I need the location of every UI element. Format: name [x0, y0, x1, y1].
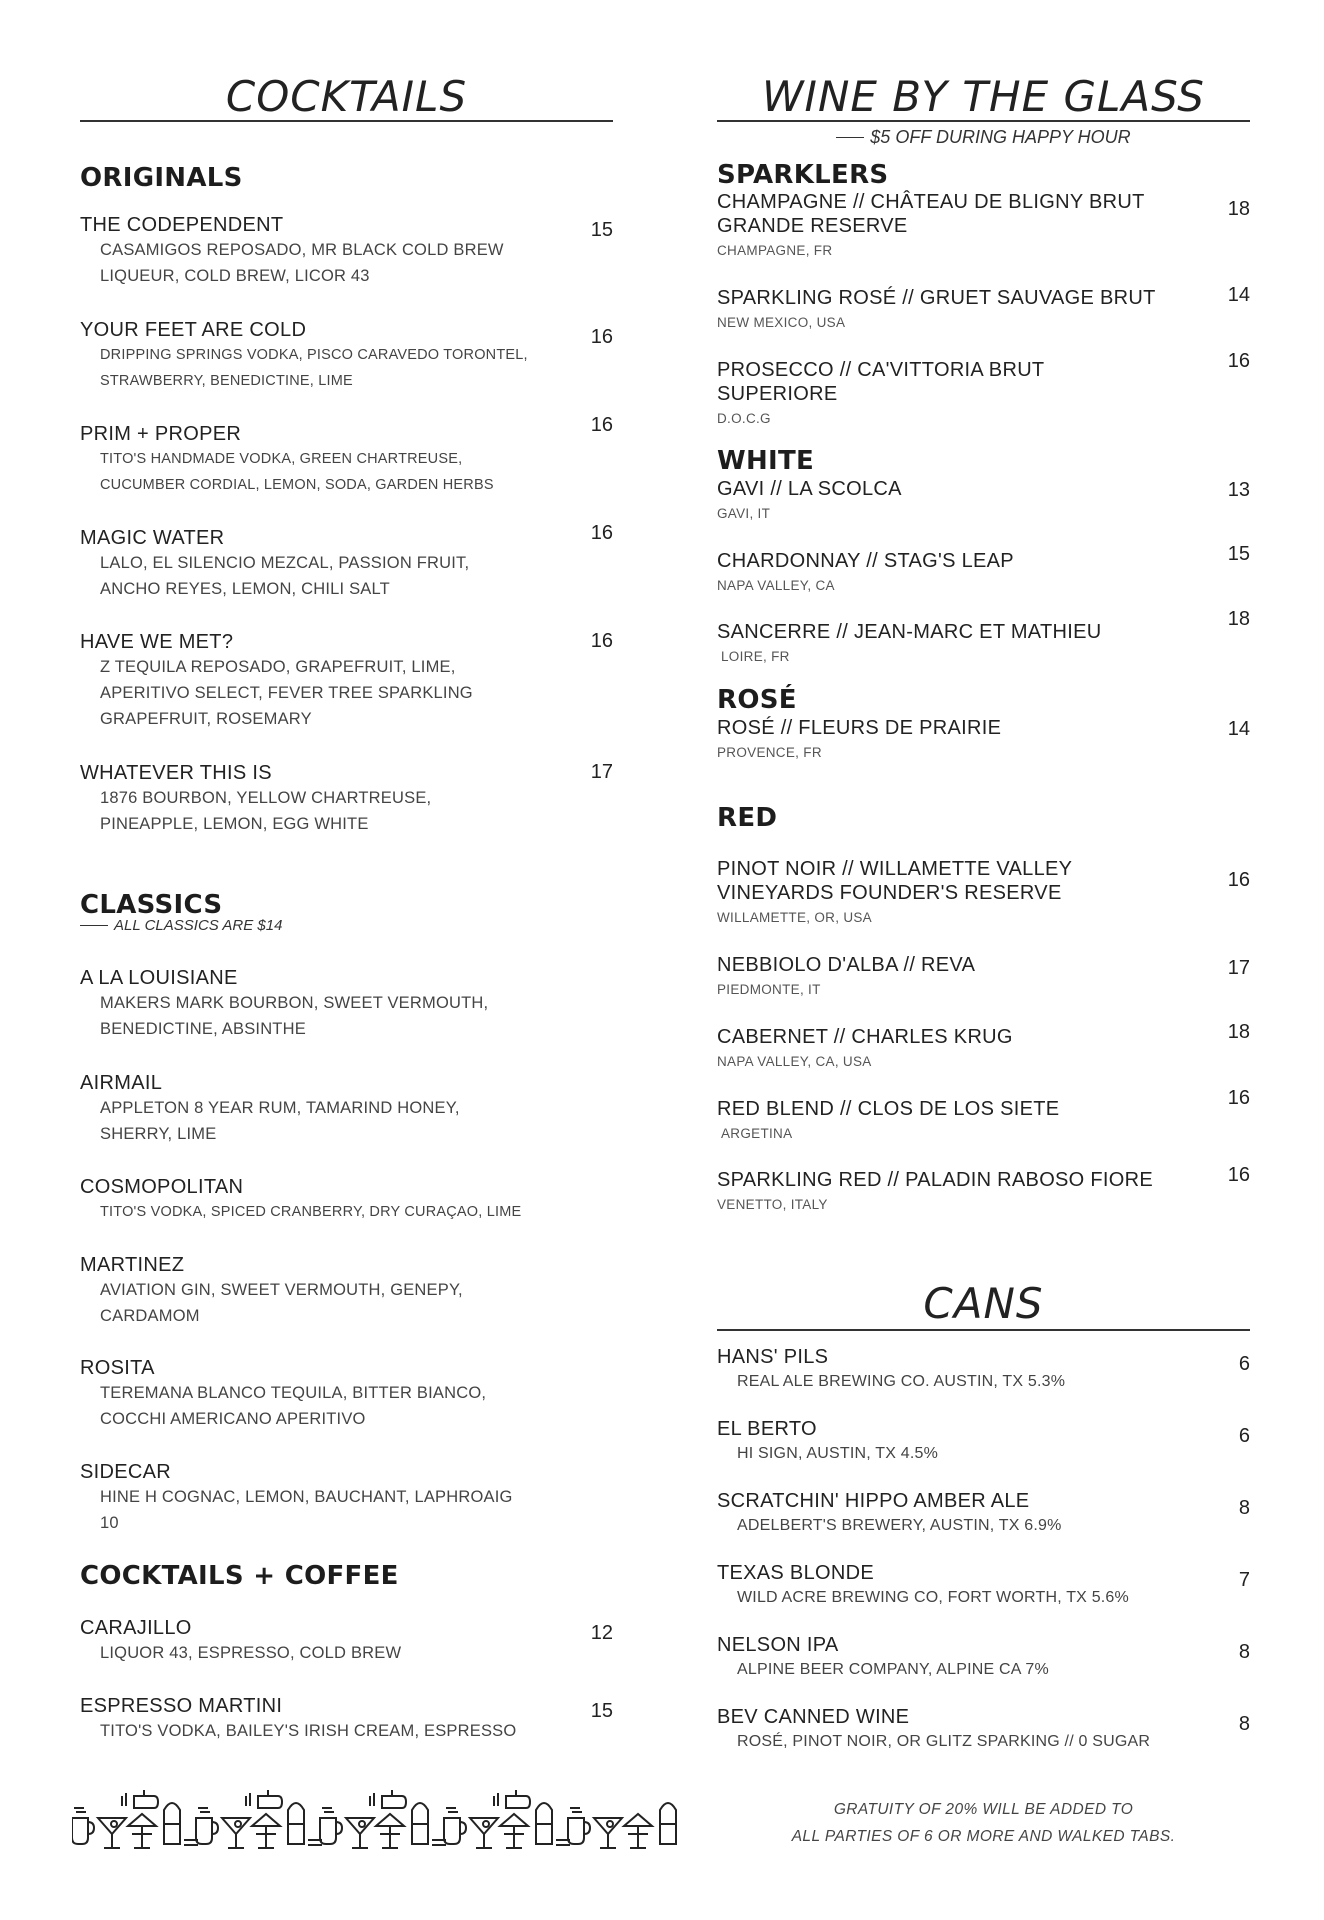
- classics-note: [80, 917, 613, 934]
- item-price: 6: [1238, 1353, 1250, 1375]
- can-item: [717, 1489, 1250, 1539]
- item-region: PROVENCE, FR: [717, 745, 822, 760]
- wine-item: [717, 1164, 1250, 1215]
- cocktails-title: COCKTAILS: [225, 72, 468, 121]
- item-description: HI SIGN, AUSTIN, TX 4.5%: [737, 1445, 939, 1462]
- can-item: [717, 1633, 1250, 1683]
- item-description: 1876 BOURBON, YELLOW CHARTREUSE, PINEAPPLE, LEMON, EGG WHITE: [100, 789, 432, 833]
- item-name: CARAJILLO: [80, 1617, 192, 1639]
- item-price: 13: [1227, 479, 1250, 501]
- menu-item: [80, 761, 613, 837]
- cans-title: CANS: [923, 1279, 1044, 1328]
- item-name: SPARKLING RED // PALADIN RABOSO FIORE: [717, 1169, 1154, 1191]
- item-price: 18: [1227, 608, 1250, 630]
- menu-item: [80, 522, 613, 602]
- item-name: HANS' PILS: [717, 1346, 829, 1368]
- item-description: ALPINE BEER COMPANY, ALPINE CA 7%: [737, 1661, 1049, 1678]
- item-price: 16: [1227, 1164, 1250, 1186]
- item-description: DRIPPING SPRINGS VODKA, PISCO CARAVEDO TORONTEL, STRAWBERRY, BENEDICTINE, LIME: [100, 347, 528, 389]
- coffee-heading: COCKTAILS + COFFEE: [80, 1561, 399, 1591]
- item-name: PROSECCO // CA'VITTORIA BRUT SUPERIORE: [717, 359, 1045, 405]
- item-name: NEBBIOLO D'ALBA // REVA: [717, 954, 976, 976]
- classics-heading: CLASSICS: [80, 890, 223, 920]
- wine-item: [717, 477, 1250, 524]
- item-price: 8: [1238, 1497, 1250, 1519]
- wine-item: [717, 1021, 1250, 1072]
- menu-item: [80, 1616, 613, 1666]
- item-name: YOUR FEET ARE COLD: [80, 319, 307, 341]
- rose-heading: ROSÉ: [717, 685, 797, 715]
- wine-item: [717, 857, 1250, 928]
- item-price: 12: [590, 1622, 613, 1644]
- can-item: [717, 1705, 1250, 1755]
- item-price: 15: [590, 1700, 613, 1722]
- item-region: CHAMPAGNE, FR: [717, 243, 833, 258]
- item-name: CHAMPAGNE // CHÂTEAU DE BLIGNY BRUT GRANDE RESERVE: [717, 191, 1145, 237]
- item-region: LOIRE, FR: [721, 649, 790, 664]
- wine-item: [717, 953, 1250, 1000]
- sparklers-heading: SPARKLERS: [717, 160, 889, 190]
- item-price: 8: [1238, 1713, 1250, 1735]
- item-name: ESPRESSO MARTINI: [80, 1695, 283, 1717]
- menu-item: [80, 966, 613, 1042]
- gratuity-line: ALL PARTIES OF 6 OR MORE AND WALKED TABS.: [791, 1828, 1176, 1845]
- menu-item: [80, 1175, 613, 1225]
- item-price: 7: [1238, 1569, 1250, 1591]
- item-description: TITO'S VODKA, BAILEY'S IRISH CREAM, ESPRESSO: [100, 1722, 517, 1740]
- item-description: Z TEQUILA REPOSADO, GRAPEFRUIT, LIME, APERITIVO SELECT, FEVER TREE SPARKLING GRAPEFRUIT, ROSEMARY: [100, 658, 473, 728]
- item-name: SCRATCHIN' HIPPO AMBER ALE: [717, 1490, 1030, 1512]
- gratuity-note: [717, 1796, 1250, 1850]
- item-name: ROSITA: [80, 1357, 155, 1379]
- cans-title-rule: [717, 1329, 1250, 1331]
- item-description: CASAMIGOS REPOSADO, MR BLACK COLD BREW LIQUEUR, COLD BREW, LICOR 43: [100, 241, 504, 285]
- item-price: 6: [1238, 1425, 1250, 1447]
- item-name: HAVE WE MET?: [80, 631, 234, 653]
- item-name: PRIM + PROPER: [80, 423, 242, 445]
- item-name: SIDECAR: [80, 1461, 172, 1483]
- menu-item: [80, 630, 613, 732]
- dash-decoration: [836, 137, 864, 138]
- item-description: LIQUOR 43, ESPRESSO, COLD BREW: [100, 1644, 402, 1662]
- wine-item: [717, 286, 1250, 333]
- item-price: 18: [1227, 198, 1250, 220]
- menu-item: [80, 1071, 613, 1147]
- wine-item: [717, 716, 1250, 763]
- item-name: EL BERTO: [717, 1418, 817, 1440]
- classics-note-text: ALL CLASSICS ARE $14: [114, 917, 283, 934]
- item-region: GAVI, IT: [717, 506, 771, 521]
- item-region: D.O.C.G: [717, 411, 771, 426]
- red-heading: RED: [717, 803, 778, 833]
- item-name: CABERNET // CHARLES KRUG: [717, 1026, 1013, 1048]
- item-description: MAKERS MARK BOURBON, SWEET VERMOUTH, BENEDICTINE, ABSINTHE: [100, 994, 489, 1038]
- item-region: PIEDMONTE, IT: [717, 982, 821, 997]
- item-price: 16: [1227, 1087, 1250, 1109]
- menu-item: [80, 414, 613, 498]
- can-item: [717, 1345, 1250, 1395]
- item-description: TEREMANA BLANCO TEQUILA, BITTER BIANCO, COCCHI AMERICANO APERITIVO: [100, 1384, 487, 1428]
- item-region: NAPA VALLEY, CA: [717, 578, 835, 593]
- item-description: ADELBERT'S BREWERY, AUSTIN, TX 6.9%: [737, 1517, 1062, 1534]
- item-price: 18: [1227, 1021, 1250, 1043]
- item-price: 17: [1227, 957, 1250, 979]
- wine-item: [717, 608, 1250, 667]
- happy-hour-note-text: $5 OFF DURING HAPPY HOUR: [870, 127, 1131, 147]
- item-price: 14: [1227, 718, 1250, 740]
- item-description: REAL ALE BREWING CO. AUSTIN, TX 5.3%: [737, 1373, 1066, 1390]
- cocktails-title-rule: [80, 120, 613, 122]
- item-name: GAVI // LA SCOLCA: [717, 478, 902, 500]
- item-name: BEV CANNED WINE: [717, 1706, 910, 1728]
- menu-item: [80, 318, 613, 394]
- item-price: 15: [590, 219, 613, 241]
- menu-item: [80, 1356, 613, 1432]
- dash-decoration: [80, 925, 108, 926]
- can-item: [717, 1561, 1250, 1611]
- item-description: ROSÉ, PINOT NOIR, OR GLITZ SPARKING // 0 SUGAR: [737, 1733, 1151, 1750]
- menu-item: [80, 213, 613, 289]
- can-item: [717, 1417, 1250, 1467]
- item-description: TITO'S VODKA, SPICED CRANBERRY, DRY CURAÇAO, LIME: [100, 1204, 522, 1220]
- item-price: 16: [590, 414, 613, 436]
- item-price: 16: [590, 522, 613, 544]
- item-price: 17: [590, 761, 613, 783]
- item-name: MARTINEZ: [80, 1254, 185, 1276]
- item-name: SPARKLING ROSÉ // GRUET SAUVAGE BRUT: [717, 287, 1156, 309]
- item-name: THE CODEPENDENT: [80, 214, 284, 236]
- item-price: 8: [1238, 1641, 1250, 1663]
- item-description: APPLETON 8 YEAR RUM, TAMARIND HONEY, SHERRY, LIME: [100, 1099, 460, 1143]
- menu-item: [80, 1253, 613, 1329]
- item-region: NEW MEXICO, USA: [717, 315, 846, 330]
- item-description: AVIATION GIN, SWEET VERMOUTH, GENEPY, CARDAMOM: [100, 1281, 463, 1325]
- menu-item: [80, 1694, 613, 1744]
- wine-item: [717, 1087, 1250, 1144]
- item-name: WHATEVER THIS IS: [80, 762, 272, 784]
- item-price: 15: [1227, 543, 1250, 565]
- item-region: ARGETINA: [721, 1126, 793, 1141]
- wine-item: [717, 190, 1250, 261]
- menu-item: [80, 1460, 613, 1536]
- item-name: MAGIC WATER: [80, 527, 225, 549]
- item-region: WILLAMETTE, OR, USA: [717, 910, 872, 925]
- item-name: SANCERRE // JEAN-MARC ET MATHIEU: [717, 621, 1102, 643]
- wine-item: [717, 543, 1250, 596]
- wine-title-rule: [717, 120, 1250, 122]
- item-description: HINE H COGNAC, LEMON, BAUCHANT, LAPHROAIG 10: [100, 1488, 513, 1532]
- wine-title: WINE BY THE GLASS: [762, 72, 1205, 121]
- item-description: LALO, EL SILENCIO MEZCAL, PASSION FRUIT, ANCHO REYES, LEMON, CHILI SALT: [100, 554, 470, 598]
- item-name: ROSÉ // FLEURS DE PRAIRIE: [717, 717, 1002, 739]
- item-name: NELSON IPA: [717, 1634, 839, 1656]
- cocktail-glasses-icon: [72, 1790, 682, 1856]
- item-price: 14: [1227, 284, 1250, 306]
- item-price: 16: [590, 326, 613, 348]
- item-description: WILD ACRE BREWING CO, FORT WORTH, TX 5.6%: [737, 1589, 1129, 1606]
- item-name: PINOT NOIR // WILLAMETTE VALLEY VINEYARDS FOUNDER'S RESERVE: [717, 858, 1072, 904]
- item-price: 16: [1227, 350, 1250, 372]
- item-description: TITO'S HANDMADE VODKA, GREEN CHARTREUSE, CUCUMBER CORDIAL, LEMON, SODA, GARDEN HERBS: [100, 451, 494, 493]
- white-heading: WHITE: [717, 446, 815, 476]
- item-price: 16: [590, 630, 613, 652]
- item-name: COSMOPOLITAN: [80, 1176, 244, 1198]
- gratuity-line: GRATUITY OF 20% WILL BE ADDED TO: [833, 1801, 1134, 1818]
- originals-heading: ORIGINALS: [80, 163, 243, 193]
- item-name: RED BLEND // CLOS DE LOS SIETE: [717, 1098, 1060, 1120]
- item-name: TEXAS BLONDE: [717, 1562, 874, 1584]
- item-region: VENETTO, ITALY: [717, 1197, 828, 1212]
- wine-item: [717, 350, 1250, 429]
- happy-hour-note: [717, 127, 1250, 148]
- item-name: AIRMAIL: [80, 1072, 163, 1094]
- item-name: A LA LOUISIANE: [80, 967, 238, 989]
- item-name: CHARDONNAY // STAG'S LEAP: [717, 550, 1014, 572]
- item-region: NAPA VALLEY, CA, USA: [717, 1054, 872, 1069]
- item-price: 16: [1227, 869, 1250, 891]
